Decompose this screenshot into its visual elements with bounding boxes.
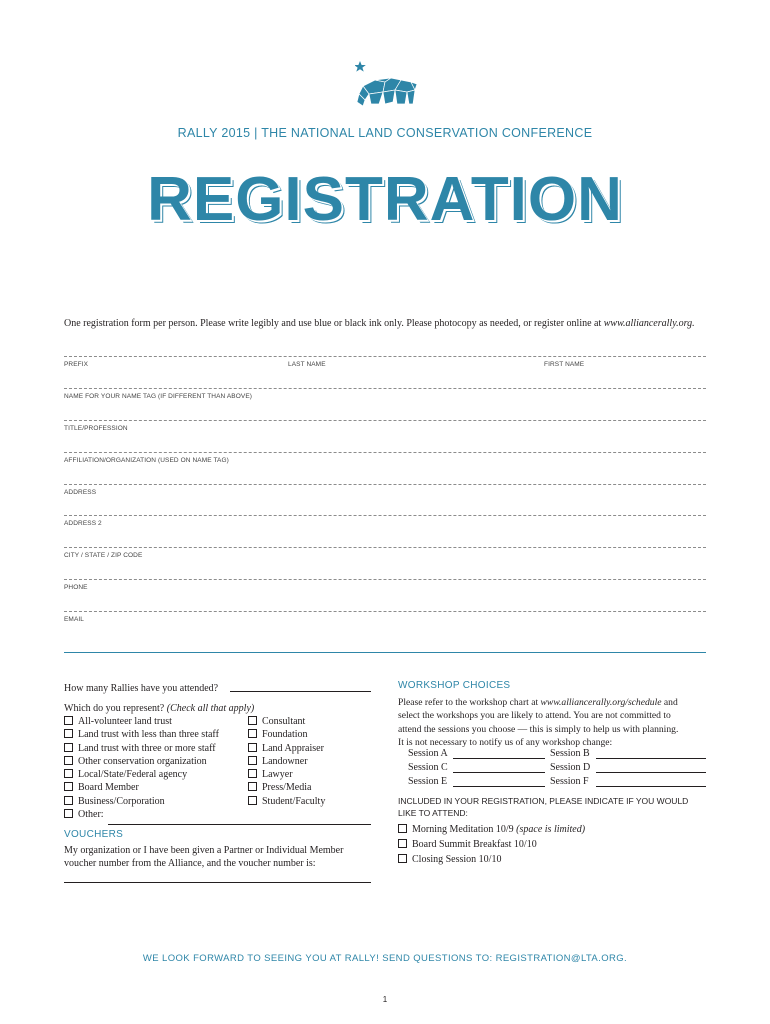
workshop-heading: WORKSHOP CHOICES bbox=[398, 680, 511, 691]
phone-field[interactable] bbox=[64, 579, 706, 591]
name-tag-field[interactable] bbox=[64, 388, 706, 400]
section-divider bbox=[64, 652, 706, 653]
checkbox[interactable] bbox=[398, 839, 407, 848]
option-row[interactable]: Land trust with three or more staff bbox=[64, 742, 219, 755]
checkbox[interactable] bbox=[398, 854, 407, 863]
option-row[interactable]: Lawyer bbox=[248, 768, 325, 781]
checkbox[interactable] bbox=[64, 729, 73, 738]
address2-label: ADDRESS 2 bbox=[64, 520, 102, 527]
first-name-label: FIRST NAME bbox=[544, 361, 585, 368]
represent-text: Which do you represent? bbox=[64, 703, 167, 714]
sessions-left: Session A Session C Session E bbox=[408, 748, 448, 787]
option-row[interactable]: Business/Corporation bbox=[64, 795, 219, 808]
page-title: REGISTRATION bbox=[147, 165, 623, 234]
title-field[interactable] bbox=[64, 420, 706, 432]
checkbox[interactable] bbox=[248, 743, 257, 752]
represent-note: (Check all that apply) bbox=[166, 703, 255, 714]
checkbox[interactable] bbox=[64, 769, 73, 778]
checkbox[interactable] bbox=[248, 716, 257, 725]
closing-session-option[interactable]: Closing Session 10/10 bbox=[398, 852, 585, 867]
name-tag-label: NAME FOR YOUR NAME TAG (IF DIFFERENT THAN ABOVE) bbox=[64, 393, 253, 400]
checkbox[interactable] bbox=[248, 729, 257, 738]
option-row[interactable]: Land Appraiser bbox=[248, 742, 325, 755]
represent-left-options bbox=[64, 715, 219, 821]
city-field[interactable] bbox=[64, 547, 706, 559]
checkbox[interactable] bbox=[64, 716, 73, 725]
session-b-input[interactable] bbox=[596, 758, 706, 759]
conference-title: RALLY 2015 | THE NATIONAL LAND CONSERVATION CONFERENCE bbox=[177, 126, 593, 140]
option-row[interactable]: Board Member bbox=[64, 781, 219, 794]
vouchers-heading: VOUCHERS bbox=[64, 829, 124, 840]
represent-question bbox=[64, 702, 254, 715]
checkbox[interactable] bbox=[64, 756, 73, 765]
morning-meditation-option[interactable]: Morning Meditation 10/9 (space is limited) bbox=[398, 822, 585, 837]
intro-link[interactable]: www.alliancerally.org. bbox=[603, 318, 695, 329]
option-row[interactable]: Press/Media bbox=[248, 781, 325, 794]
option-row[interactable]: Student/Faculty bbox=[248, 795, 325, 808]
email-field[interactable] bbox=[64, 611, 706, 623]
checkbox[interactable] bbox=[248, 756, 257, 765]
workshop-instructions: Please refer to the workshop chart at www.alliancerally.org/schedule and select the workshops you are likely to attend. You are not committed to attend the sessions you choose — this is simply to help us with planning. It is not necessary to notify us of any workshop change: bbox=[398, 697, 679, 748]
phone-label: PHONE bbox=[64, 584, 88, 591]
intro-text bbox=[64, 318, 724, 329]
other-input[interactable] bbox=[108, 824, 371, 825]
sessions-right: Session B Session D Session F bbox=[550, 748, 591, 787]
session-c-input[interactable] bbox=[453, 772, 545, 773]
session-a-input[interactable] bbox=[453, 758, 545, 759]
address2-field[interactable] bbox=[64, 515, 706, 527]
city-label: CITY / STATE / ZIP CODE bbox=[64, 552, 143, 559]
rallies-question bbox=[64, 682, 218, 695]
option-row[interactable]: Other conservation organization bbox=[64, 755, 219, 768]
schedule-link[interactable]: www.alliancerally.org/schedule bbox=[540, 697, 662, 708]
footer-text: WE LOOK FORWARD TO SEEING YOU AT RALLY! SEND QUESTIONS TO: REGISTRATION@LTA.ORG. bbox=[142, 953, 628, 964]
address-field[interactable] bbox=[64, 484, 706, 496]
voucher-number-input[interactable] bbox=[64, 882, 371, 883]
session-d-input[interactable] bbox=[596, 772, 706, 773]
page-number: 1 bbox=[382, 995, 388, 1004]
vouchers-text: My organization or I have been given a Partner or Individual Member voucher number from the Alliance, and the voucher number is: bbox=[64, 845, 344, 870]
checkbox[interactable] bbox=[64, 809, 73, 818]
rallies-count-input[interactable] bbox=[230, 691, 371, 692]
checkbox[interactable] bbox=[248, 796, 257, 805]
option-row[interactable]: Consultant bbox=[248, 715, 325, 728]
bear-logo-icon bbox=[355, 60, 419, 112]
name-row[interactable] bbox=[64, 356, 706, 368]
checkbox[interactable] bbox=[248, 769, 257, 778]
option-row[interactable]: Foundation bbox=[248, 728, 325, 741]
represent-right-options bbox=[248, 715, 325, 808]
last-name-label: LAST NAME bbox=[288, 361, 326, 368]
checkbox[interactable] bbox=[398, 824, 407, 833]
email-label: EMAIL bbox=[64, 616, 85, 623]
affiliation-field[interactable] bbox=[64, 452, 706, 464]
option-row[interactable]: Land trust with less than three staff bbox=[64, 728, 219, 741]
checkbox[interactable] bbox=[248, 782, 257, 791]
board-summit-option[interactable]: Board Summit Breakfast 10/10 bbox=[398, 837, 585, 852]
included-options bbox=[398, 822, 585, 867]
included-heading: INCLUDED IN YOUR REGISTRATION, PLEASE INDICATE IF YOU WOULD LIKE TO ATTEND: bbox=[398, 796, 689, 818]
session-e-input[interactable] bbox=[453, 786, 545, 787]
option-row[interactable]: All-volunteer land trust bbox=[64, 715, 219, 728]
intro-instructions: One registration form per person. Please write legibly and use blue or black ink only. Please photocopy as needed, or register online at bbox=[64, 318, 604, 329]
prefix-label: PREFIX bbox=[64, 361, 89, 368]
option-row[interactable]: Other: bbox=[64, 808, 219, 821]
session-f-input[interactable] bbox=[596, 786, 706, 787]
checkbox[interactable] bbox=[64, 743, 73, 752]
address-label: ADDRESS bbox=[64, 489, 97, 496]
checkbox[interactable] bbox=[64, 796, 73, 805]
option-row[interactable]: Landowner bbox=[248, 755, 325, 768]
rallies-question-text: How many Rallies have you attended? bbox=[64, 683, 219, 694]
checkbox[interactable] bbox=[64, 782, 73, 791]
option-row[interactable]: Local/State/Federal agency bbox=[64, 768, 219, 781]
affiliation-label: AFFILIATION/ORGANIZATION (USED ON NAME TAG) bbox=[64, 457, 229, 464]
title-label: TITLE/PROFESSION bbox=[64, 425, 128, 432]
